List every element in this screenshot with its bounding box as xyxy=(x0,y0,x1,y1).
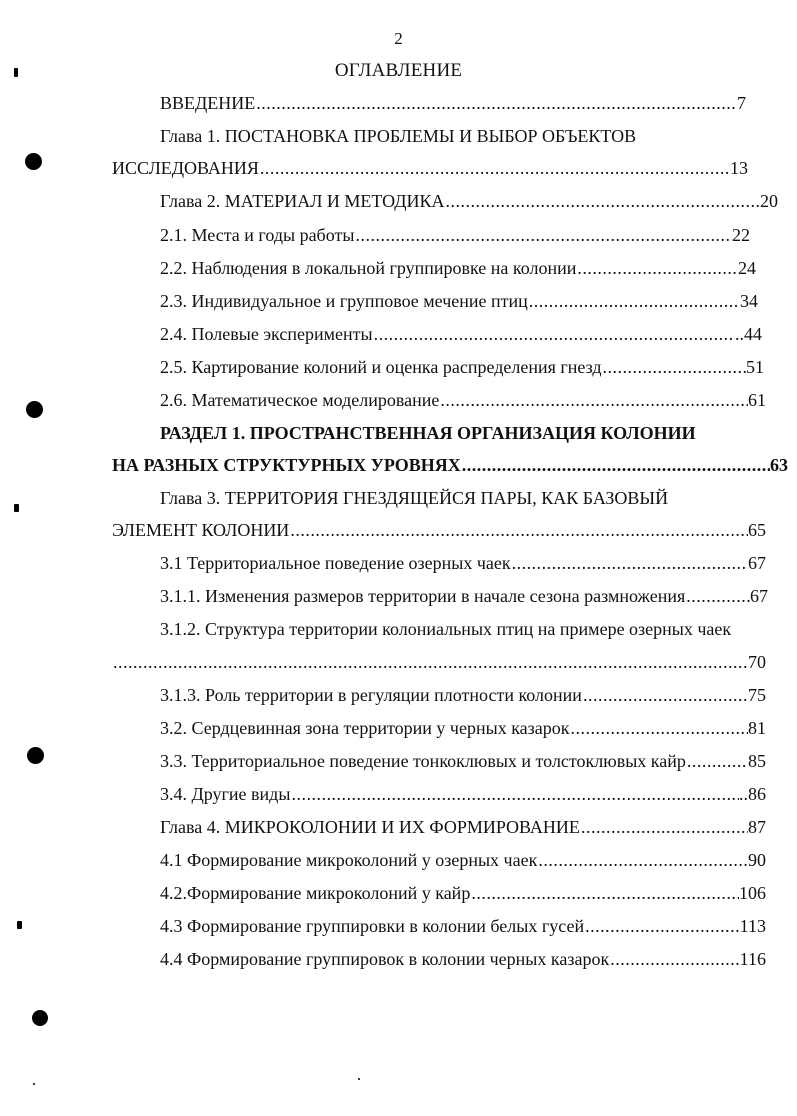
toc-entry-text: 2.5. Картирование колоний и оценка распределения гнезд xyxy=(160,357,602,377)
toc-title: ОГЛАВЛЕНИЕ xyxy=(334,60,463,81)
toc-entry-page: 106 xyxy=(739,883,766,903)
dot-leader xyxy=(685,583,750,609)
toc-entry-text: Глава 3. ТЕРРИТОРИЯ ГНЕЗДЯЩЕЙСЯ ПАРЫ, КАК БАЗОВЫЙ xyxy=(160,488,669,508)
toc-entry-3-2 xyxy=(160,715,766,741)
toc-entry-page: 90 xyxy=(748,850,766,870)
toc-entry-page: 34 xyxy=(740,291,758,311)
toc-entry-page: 24 xyxy=(738,258,756,278)
toc-entry-text: 2.2. Наблюдения в локальной группировке на колонии xyxy=(160,258,577,278)
dot-leader xyxy=(470,880,739,906)
toc-entry-text: 2.3. Индивидуальное и групповое мечение птиц xyxy=(160,291,528,311)
toc-entry-3-4 xyxy=(160,781,766,807)
toc-entry-section-1 xyxy=(160,420,790,446)
toc-entry-2-3 xyxy=(160,288,758,314)
toc-entry-3-1-3 xyxy=(160,682,766,708)
dot-leader xyxy=(255,90,737,116)
dot-leader xyxy=(686,748,748,774)
toc-entry-page: 51 xyxy=(746,357,764,377)
toc-entry-2-4 xyxy=(160,321,762,347)
toc-entry-3-1-1 xyxy=(160,583,768,609)
toc-entry-text: 2.4. Полевые эксперименты xyxy=(160,324,373,344)
toc-entry-text: 4.3 Формирование группировки в колонии белых гусей xyxy=(160,916,585,936)
toc-entry-text: ВВЕДЕНИЕ xyxy=(160,93,256,113)
binder-hole-dot xyxy=(27,747,44,764)
toc-entry-text: 3.1.2. Структура территории колониальных птиц на примере озерных чаек xyxy=(160,619,732,639)
dot-leader xyxy=(439,387,748,413)
toc-entry-text: 4.4 Формирование группировок в колонии черных казарок xyxy=(160,949,610,969)
dot-leader xyxy=(576,255,738,281)
toc-entry-page: 87 xyxy=(748,817,766,837)
dot-leader xyxy=(537,847,748,873)
dot-leader xyxy=(584,913,740,939)
toc-entry-2-1 xyxy=(160,222,750,248)
toc-entry-chapter-1 xyxy=(160,123,760,149)
toc-entry-text: Глава 2. МАТЕРИАЛ И МЕТОДИКА xyxy=(160,191,445,211)
toc-entry-3-1 xyxy=(160,550,766,576)
toc-entry-text: 3.2. Сердцевинная зона территории у черных казарок xyxy=(160,718,570,738)
toc-entry-text: 2.6. Математическое моделирование xyxy=(160,390,440,410)
dot-leader xyxy=(373,321,735,347)
toc-entry-text: ИССЛЕДОВАНИЯ xyxy=(112,158,259,178)
toc-entry-page: 67 xyxy=(748,553,766,573)
toc-entry-2-2 xyxy=(160,255,756,281)
toc-entry-text: ЭЛЕМЕНТ КОЛОНИИ xyxy=(112,520,290,540)
toc-entry-text: 3.1 Территориальное поведение озерных чаек xyxy=(160,553,511,573)
binder-hole-dot xyxy=(32,1010,48,1026)
scan-mark-tick xyxy=(14,68,18,77)
toc-entry-4-2 xyxy=(160,880,766,906)
toc-entry-chapter-3-cont xyxy=(112,517,766,543)
scan-speck xyxy=(358,1078,360,1080)
toc-entry-page: 7 xyxy=(737,93,746,113)
toc-entry-page: 13 xyxy=(730,158,748,178)
toc-entry-introduction xyxy=(160,90,746,116)
dot-leader xyxy=(528,288,740,314)
toc-entry-section-1-cont xyxy=(112,452,788,478)
toc-entry-2-6 xyxy=(160,387,766,413)
toc-entry-chapter-1-cont xyxy=(112,155,748,181)
toc-entry-text: 3.3. Территориальное поведение тонкоклювых и толстоклювых кайр xyxy=(160,751,686,771)
toc-entry-text: 3.1.1. Изменения размеров территории в начале сезона размножения xyxy=(160,586,686,606)
page-number: 2 xyxy=(394,29,403,48)
binder-hole-dot xyxy=(26,401,43,418)
scan-mark-tick xyxy=(14,504,19,512)
dot-leader xyxy=(602,354,746,380)
toc-entry-text: РАЗДЕЛ 1. ПРОСТРАНСТВЕННАЯ ОРГАНИЗАЦИЯ КОЛОНИИ xyxy=(160,423,696,443)
toc-entry-text: Глава 1. ПОСТАНОВКА ПРОБЛЕМЫ И ВЫБОР ОБЪЕКТОВ xyxy=(160,126,637,146)
toc-entry-page: ..86 xyxy=(739,784,766,804)
dot-leader xyxy=(354,222,732,248)
toc-entry-chapter-2 xyxy=(160,188,778,214)
dot-leader xyxy=(570,715,748,741)
dot-leader xyxy=(609,946,739,972)
toc-entry-text: 3.4. Другие виды xyxy=(160,784,291,804)
toc-entry-page: 75 xyxy=(748,685,766,705)
toc-entry-3-1-2 xyxy=(160,616,780,642)
toc-entry-4-1 xyxy=(160,847,766,873)
dot-leader xyxy=(580,814,748,840)
toc-entry-3-1-2-cont xyxy=(112,649,766,675)
toc-entry-text: 4.1 Формирование микроколоний у озерных чаек xyxy=(160,850,538,870)
dot-leader xyxy=(582,682,748,708)
dot-leader xyxy=(289,517,748,543)
toc-entry-text: 3.1.3. Роль территории в регуляции плотности колонии xyxy=(160,685,582,705)
dot-leader xyxy=(290,781,739,807)
toc-entry-page: 81 xyxy=(748,718,766,738)
toc-entry-page: ..44 xyxy=(735,324,762,344)
dot-leader xyxy=(461,452,770,478)
toc-entry-text: 2.1. Места и годы работы xyxy=(160,225,355,245)
toc-entry-4-3 xyxy=(160,913,766,939)
toc-entry-page: 63 xyxy=(770,455,788,475)
dot-leader xyxy=(112,649,748,675)
toc-entry-text: Глава 4. МИКРОКОЛОНИИ И ИХ ФОРМИРОВАНИЕ xyxy=(160,817,580,837)
toc-entry-page: 113 xyxy=(739,916,766,936)
toc-entry-page: 116 xyxy=(739,949,766,969)
scan-mark-tick xyxy=(17,921,22,929)
toc-entry-text: НА РАЗНЫХ СТРУКТУРНЫХ УРОВНЯХ xyxy=(112,455,461,475)
toc-entry-text: 4.2.Формирование микроколоний у кайр xyxy=(160,883,471,903)
dot-leader xyxy=(445,188,760,214)
toc-entry-page: 65 xyxy=(748,520,766,540)
binder-hole-dot xyxy=(25,153,42,170)
toc-entry-2-5 xyxy=(160,354,764,380)
toc-entry-3-3 xyxy=(160,748,766,774)
toc-entry-page: 22 xyxy=(732,225,750,245)
dot-leader xyxy=(259,155,730,181)
dot-leader xyxy=(511,550,748,576)
toc-entry-page: 85 xyxy=(748,751,766,771)
toc-entry-4-4 xyxy=(160,946,766,972)
toc-entry-page: 61 xyxy=(748,390,766,410)
toc-entry-page: 67 xyxy=(750,586,768,606)
toc-entry-chapter-4 xyxy=(160,814,766,840)
toc-entry-page: 20 xyxy=(760,191,778,211)
toc-entry-page: 70 xyxy=(748,652,766,672)
toc-entry-chapter-3 xyxy=(160,485,760,511)
scan-speck xyxy=(33,1083,35,1085)
